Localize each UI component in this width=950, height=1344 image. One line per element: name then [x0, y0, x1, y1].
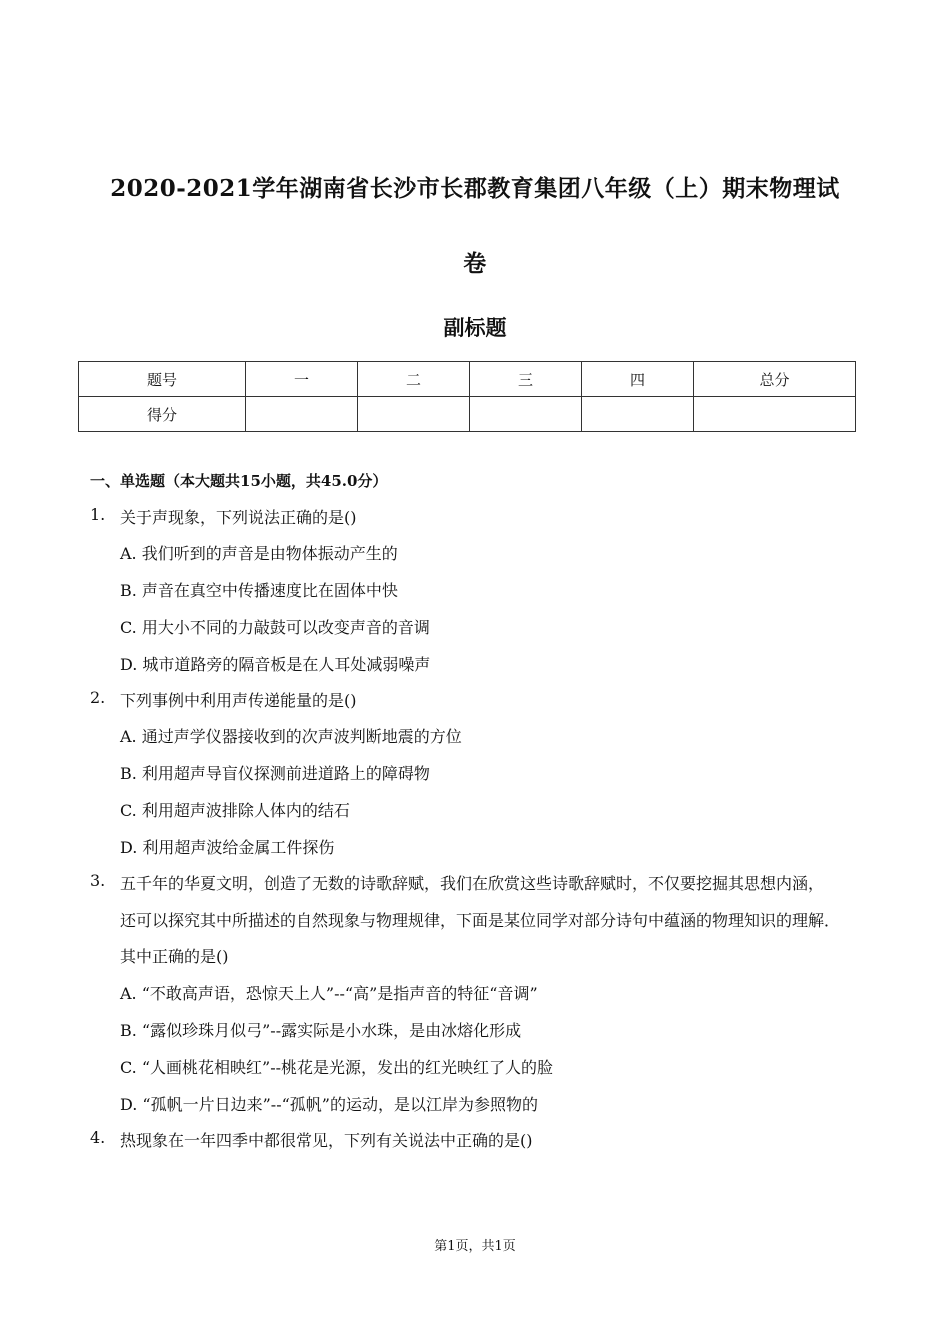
question-number: 1. [90, 505, 106, 524]
header-cell: 三 [470, 362, 582, 397]
question-stem: 热现象在一年四季中都很常见，下列有关说法中正确的是() [120, 1131, 533, 1150]
question-stem: 下列事例中利用声传递能量的是() [120, 691, 357, 710]
header-cell: 总分 [694, 362, 856, 397]
score-cell[interactable] [582, 397, 694, 432]
question-stem: 其中正确的是() [120, 947, 229, 966]
subtitle: 副标题 [443, 316, 507, 340]
question-stem: 关于声现象，下列说法正确的是() [120, 508, 357, 527]
score-table-header-row [79, 362, 856, 397]
header-cell: 四 [582, 362, 694, 397]
option: B. 利用超声导盲仪探测前进道路上的障碍物 [120, 764, 430, 783]
option: D. 利用超声波给金属工件探伤 [120, 838, 335, 857]
score-cell[interactable] [358, 397, 470, 432]
score-table-score-row [79, 397, 856, 432]
option: B. 声音在真空中传播速度比在固体中快 [120, 581, 398, 600]
option: C. 用大小不同的力敲鼓可以改变声音的音调 [120, 618, 430, 637]
option: D. “孤帆一片日边来”--“孤帆”的运动，是以江岸为参照物的 [120, 1095, 538, 1114]
score-cell[interactable] [470, 397, 582, 432]
question-stem: 五千年的华夏文明，创造了无数的诗歌辞赋，我们在欣赏这些诗歌辞赋时，不仅要挖掘其思想内涵， [120, 874, 825, 893]
score-cell[interactable] [694, 397, 856, 432]
exam-title-line1: 2020-2021学年湖南省长沙市长郡教育集团八年级（上）期末物理试 [110, 175, 840, 202]
header-cell: 题号 [79, 362, 246, 397]
score-table [78, 361, 856, 432]
header-cell: 二 [358, 362, 470, 397]
score-cell[interactable] [246, 397, 358, 432]
row-label: 得分 [79, 397, 246, 432]
question-number: 2. [90, 688, 106, 707]
page-footer: 第1页，共1页 [434, 1239, 516, 1254]
question-stem: 还可以探究其中所描述的自然现象与物理规律，下面是某位同学对部分诗句中蕴涵的物理知识的理解． [120, 911, 841, 930]
option: A. 通过声学仪器接收到的次声波判断地震的方位 [120, 727, 462, 746]
option: C. 利用超声波排除人体内的结石 [120, 801, 350, 820]
question-number: 4. [90, 1128, 106, 1147]
question-number: 3. [90, 871, 106, 890]
option: C. “人画桃花相映红”--桃花是光源，发出的红光映红了人的脸 [120, 1058, 554, 1077]
option: D. 城市道路旁的隔音板是在人耳处减弱噪声 [120, 655, 431, 674]
option: A. “不敢高声语，恐惊天上人”--“高”是指声音的特征“音调” [120, 984, 538, 1003]
section-heading: 一、单选题（本大题共15小题，共45.0分） [90, 472, 388, 490]
exam-title-line2: 卷 [463, 250, 487, 277]
option: B. “露似珍珠月似弓”--露实际是小水珠，是由冰熔化形成 [120, 1021, 522, 1040]
header-cell: 一 [246, 362, 358, 397]
option: A. 我们听到的声音是由物体振动产生的 [120, 544, 398, 563]
